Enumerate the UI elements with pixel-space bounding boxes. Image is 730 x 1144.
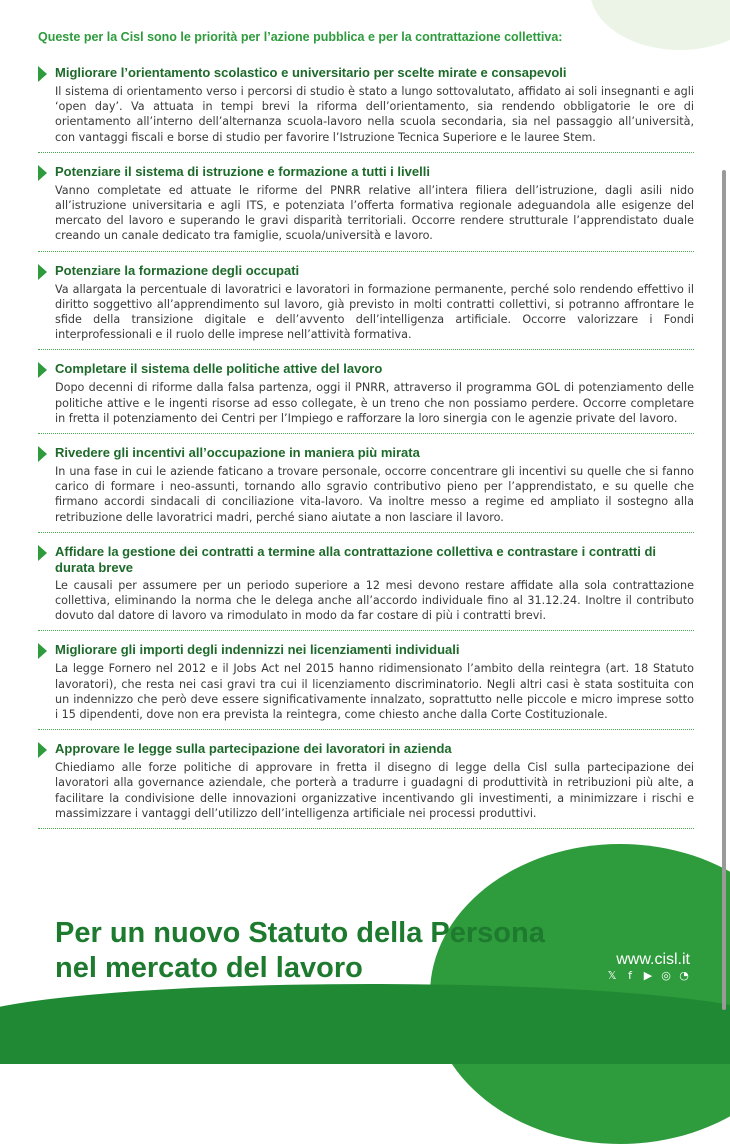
section-body: Il sistema di orientamento verso i percorsi di studio è stato a lungo sottovalutato, affidato ai soli insegnanti e agli ‘open day’. Va attuata in tempi brevi la riforma dell’orientamento, sia rendendo obbligatorie le ore di orientamento all’interno dell’alternanza scuola-lavoro nella scuola secondaria, sia nel passaggio all’università, con vantaggi fiscali e borse di studio per favorire l’Istruzione Tecnica Superiore e le lauree Stem. [55,85,694,144]
footer-title-line2: nel mercato del lavoro [55,952,363,984]
section-body: Chiediamo alle forze politiche di approvare in fretta il disegno di legge della Cisl sulla partecipazione dei lavoratori alla governance aziendale, che porterà a tradurre i guadagni di produttività in retribuzioni più alte, a facilitare la condivisione delle innovazioni organizzative incentivando gli investimenti, a minimizzare i rischi e massimizzare i vantaggi dell’utilizzo dell’intelligenza artificiale nei processi produttivi. [55,761,694,820]
arrow-icon [38,66,47,82]
intro-heading: Queste per la Cisl sono le priorità per l’azione pubblica e per la contrattazione collettiva: [38,30,563,44]
priority-section [38,62,694,153]
priority-section [38,358,694,434]
x-icon[interactable]: 𝕏 [607,969,617,982]
priority-section [38,738,694,829]
section-title: Rivedere gli incentivi all’occupazione in maniera più mirata [55,445,420,461]
footer-title-line1: Per un nuovo Statuto della Persona [55,917,545,949]
bottom-decoration-band [0,984,730,1064]
arrow-icon [38,643,47,659]
website-link[interactable]: www.cisl.it [616,951,690,968]
arrow-icon [38,165,47,181]
section-title: Migliorare gli importi degli indennizzi nei licenziamenti individuali [55,642,460,658]
priority-list [38,62,694,837]
section-body: Le causali per assumere per un periodo superiore a 12 mesi devono restare affidate alla sola contrattazione collettiva, eliminando la norma che le delega anche all’accordo individuale fino al 31.12.24. Inoltre il contributo dovuto dal datore di lavoro va rimodulato in modo da far costare di più i contratti brevi. [55,578,694,623]
section-title: Migliorare l’orientamento scolastico e universitario per scelte mirate e consapevoli [55,65,567,80]
arrow-icon [38,446,47,462]
scrollbar[interactable] [722,170,726,1010]
section-title: Potenziare il sistema di istruzione e formazione a tutti i livelli [55,163,430,179]
priority-section [38,260,694,351]
rss-icon[interactable]: ◔ [679,969,689,982]
section-body: Dopo decenni di riforme dalla falsa partenza, oggi il PNRR, attraverso il programma GOL di potenziamento delle politiche attive e le ingenti risorse ad esso collegate, è un treno che non possiamo perdere. Occorre completare in fretta il potenziamento dei Centri per l’Impiego e rafforzare la loro sinergia con le agenzie private del lavoro. [55,381,694,425]
social-icons [606,970,690,982]
section-body: La legge Fornero nel 2012 e il Jobs Act nel 2015 hanno ridimensionato l’ambito della reintegra (art. 18 Statuto lavoratori), che resta nei casi gravi tra cui il licenziamento discriminatorio. Negli altri casi è stata sostituita con un indennizzo che però deve essere significativamente innalzato, soprattutto nelle piccole e micro imprese sotto i 15 dipendenti, dove non era prevista la reintegra, come chiesto anche dalla Corte Costituzionale. [55,662,694,722]
section-body: Va allargata la percentuale di lavoratrici e lavoratori in formazione permanente, perché solo rendendo effettivo il diritto soggettivo all’apprendimento sul lavoro, già previsto in molti contratti collettivi, si potranno affrontare le sfide della transizione digitale e dell’avvento dell’intelligenza artificiale. Occorre valorizzare i Fondi interprofessionali e il ruolo delle imprese nell’attività formativa. [55,282,694,342]
arrow-icon [38,362,47,378]
priority-section [38,442,694,533]
priority-section [38,639,694,730]
facebook-icon[interactable]: f [628,969,632,982]
section-title: Potenziare la formazione degli occupati [55,262,300,278]
arrow-icon [38,545,47,561]
footer-title [55,916,615,986]
section-body: Vanno completate ed attuate le riforme del PNRR relative all’intera filiera dell’istruzione, dagli asili nido all’istruzione universitaria e agli ITS, e potenziata l’offerta formativa regionale adeguandola alle esigenze del mercato del lavoro e superando le gravi disparità territoriali. Occorre rendere strutturale l’apprendistato duale creando un canale dedicato tra famiglie, scuola/università e lavoro. [55,183,694,243]
arrow-icon [38,264,47,280]
section-body: In una fase in cui le aziende faticano a trovare personale, occorre concentrare gli incentivi su quelle che si fanno carico di formare i neo-assunti, tornando allo sgravio contributivo pieno per l’apprendistato, e su quelle che firmano accordi sindacali di conciliazione vita-lavoro. Va inoltre messo a regime ed ampliato il sostegno alla retribuzione delle lavoratrici madri, perché siano aiutate a non lasciare il lavoro. [55,465,694,524]
section-title: Affidare la gestione dei contratti a termine alla contrattazione collettiva e contrastare i contratti di durata breve [55,543,657,575]
priority-section [38,541,694,632]
youtube-icon[interactable]: ▶ [643,969,653,982]
section-title: Approvare le legge sulla partecipazione dei lavoratori in azienda [55,741,452,757]
arrow-icon [38,742,47,758]
instagram-icon[interactable]: ◎ [661,969,671,982]
section-title: Completare il sistema delle politiche attive del lavoro [55,361,383,377]
priority-section [38,161,694,252]
